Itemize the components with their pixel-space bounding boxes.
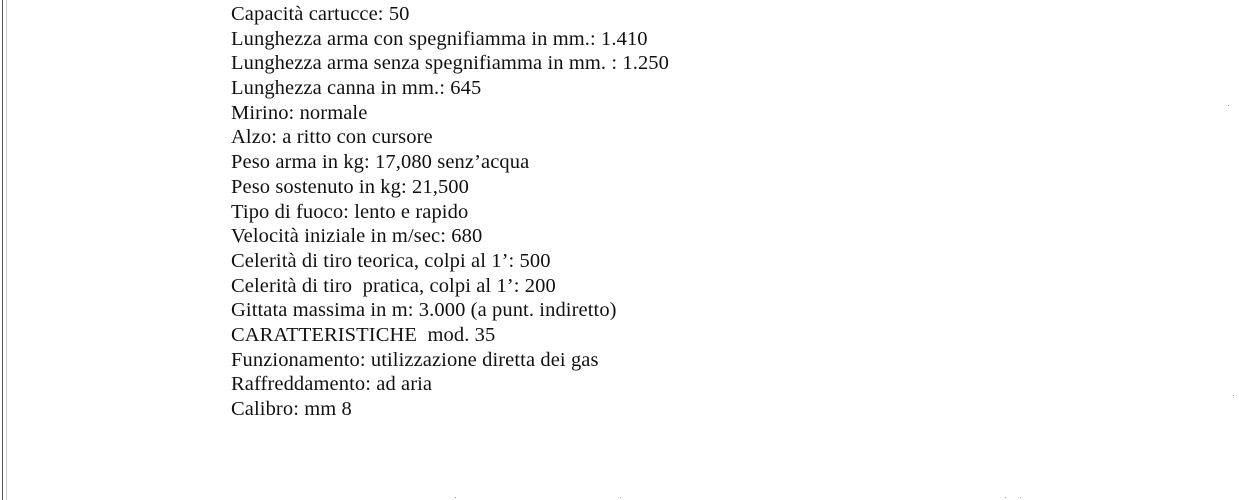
spec-line-cartridge-capacity: Capacità cartucce: 50 (231, 3, 410, 25)
scan-speck (455, 497, 456, 498)
spec-line-length-without-flash-hider: Lunghezza arma senza spegnifiamma in mm. : 1.250 (231, 52, 670, 75)
spec-line-practical-rate: Celerità di tiro pratica, colpi al 1’: 200 (231, 274, 556, 297)
spec-line-caliber: Calibro: mm 8 (231, 398, 352, 420)
spec-line-operation: Funzionamento: utilizzazione diretta dei gas (231, 348, 599, 371)
left-margin-rule (2, 0, 3, 500)
scan-speck (1005, 497, 1006, 498)
section-heading-mod-35: CARATTERISTICHE mod. 35 (231, 323, 496, 346)
spec-line-theoretical-rate: Celerità di tiro teorica, colpi al 1’: 500 (231, 249, 551, 272)
specification-list (231, 2, 669, 422)
scan-speck (1020, 497, 1021, 498)
spec-line-weapon-weight: Peso arma in kg: 17,080 senz’acqua (231, 151, 530, 174)
spec-line-max-range: Gittata massima in m: 3.000 (a punt. indiretto) (231, 299, 617, 322)
spec-line-cooling: Raffreddamento: ad aria (231, 373, 433, 396)
spec-line-tripod-weight: Peso sostenuto in kg: 21,500 (231, 175, 469, 198)
left-margin-rule-faint (6, 0, 7, 500)
spec-line-barrel-length: Lunghezza canna in mm.: 645 (231, 77, 482, 100)
spec-line-fire-type: Tipo di fuoco: lento e rapido (231, 200, 469, 223)
spec-line-rear-sight: Alzo: a ritto con cursore (231, 126, 433, 149)
spec-line-front-sight: Mirino: normale (231, 101, 368, 124)
scan-speck (1233, 395, 1234, 396)
scan-speck (620, 497, 621, 498)
scan-speck (1228, 105, 1229, 106)
spec-line-muzzle-velocity: Velocità iniziale in m/sec: 680 (231, 225, 483, 248)
spec-line-length-with-flash-hider: Lunghezza arma con spegnifiamma in mm.: 1.410 (231, 27, 648, 50)
